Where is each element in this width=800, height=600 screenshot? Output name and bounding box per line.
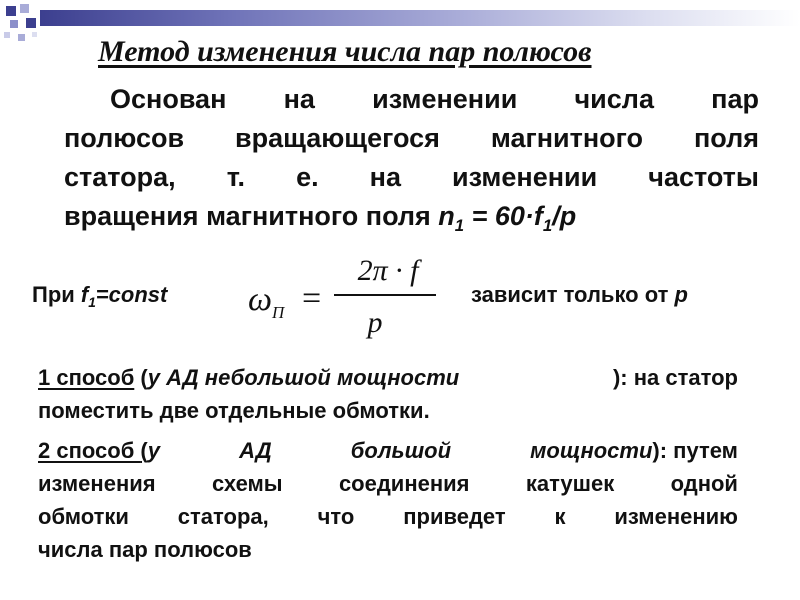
condition-prefix: При	[32, 282, 81, 307]
method-1-block	[38, 361, 738, 427]
speed-formula	[438, 201, 577, 235]
condition-rest: =const	[95, 282, 168, 307]
word: одной	[670, 471, 738, 496]
word: к	[554, 504, 566, 529]
word: большой	[350, 438, 452, 463]
method-1-label: 1 способ	[38, 365, 135, 390]
omega-symbol	[248, 282, 284, 331]
intro-line-3	[64, 158, 759, 197]
word: Основан	[110, 84, 227, 114]
method-1-paren: (	[134, 365, 148, 390]
method-1-line-2: поместить две отдельные обмотки.	[38, 398, 430, 423]
formula-f: f	[533, 201, 543, 231]
method-2-line-4: числа пар полюсов	[38, 537, 252, 562]
depends-text	[471, 280, 688, 310]
method-2-block	[38, 434, 738, 566]
fraction-numerator: 2π · f	[357, 254, 419, 287]
word: статора,	[177, 504, 269, 529]
depends-var: p	[674, 282, 688, 307]
condition-label	[32, 280, 167, 310]
intro-paragraph	[64, 80, 759, 236]
method-2-line-2	[38, 467, 738, 500]
method-2-line-1	[38, 434, 738, 467]
omega-subscript: П	[272, 303, 285, 322]
intro-line-2	[64, 119, 759, 158]
formula-n: n	[438, 201, 455, 231]
slide-title: Метод изменения числа пар полюсов	[98, 35, 592, 68]
word: т.	[226, 162, 246, 192]
word: схемы	[211, 471, 283, 496]
word: что	[317, 504, 355, 529]
fraction-bar	[334, 294, 436, 296]
word: е.	[296, 162, 319, 192]
word: обмотки	[38, 504, 129, 529]
condition-var: f	[80, 282, 89, 307]
word: приведет	[403, 504, 506, 529]
word: мощности	[530, 438, 653, 463]
word: вращающегося	[235, 123, 440, 153]
word: на	[283, 84, 315, 114]
formula-tail: /p	[552, 201, 577, 231]
word: статора,	[64, 162, 176, 192]
word: изменения	[38, 471, 156, 496]
method-2-line-3	[38, 500, 738, 533]
fraction-denominator: p	[367, 306, 383, 339]
header-gradient-bar	[40, 10, 800, 26]
condition-sub: 1	[88, 294, 96, 310]
word: числа	[574, 84, 654, 114]
depends-label: зависит только от	[471, 282, 675, 307]
word: изменении	[452, 162, 598, 192]
omega-letter: ω	[248, 281, 273, 318]
word: частоты	[648, 162, 759, 192]
method-1-tail: ): на статор	[612, 365, 738, 390]
formula-n-subscript: 1	[454, 215, 465, 235]
word: полюсов	[64, 123, 185, 153]
word: пар	[711, 84, 759, 114]
method-2-label: 2 способ	[38, 438, 141, 463]
word: у	[147, 438, 160, 463]
word: поля	[693, 123, 759, 153]
omega-equals: =	[302, 280, 322, 317]
word: соединения	[338, 471, 470, 496]
intro-line-4	[64, 197, 759, 236]
method-1-line-1	[38, 361, 738, 394]
formula-equals: = 60·	[464, 201, 534, 231]
word: на	[369, 162, 401, 192]
word: изменению	[614, 504, 738, 529]
formula-f-subscript: 1	[542, 215, 553, 235]
word: катушек	[525, 471, 615, 496]
method-2-paren: (	[140, 438, 148, 463]
method-2-tail: ): путем	[652, 438, 738, 463]
word: магнитного	[490, 123, 644, 153]
word: изменении	[372, 84, 518, 114]
intro-line-1	[64, 80, 759, 119]
word: АД	[239, 438, 272, 463]
intro-line-4-text: вращения магнитного поля	[64, 201, 439, 231]
method-1-note: у АД небольшой мощности	[147, 365, 460, 390]
